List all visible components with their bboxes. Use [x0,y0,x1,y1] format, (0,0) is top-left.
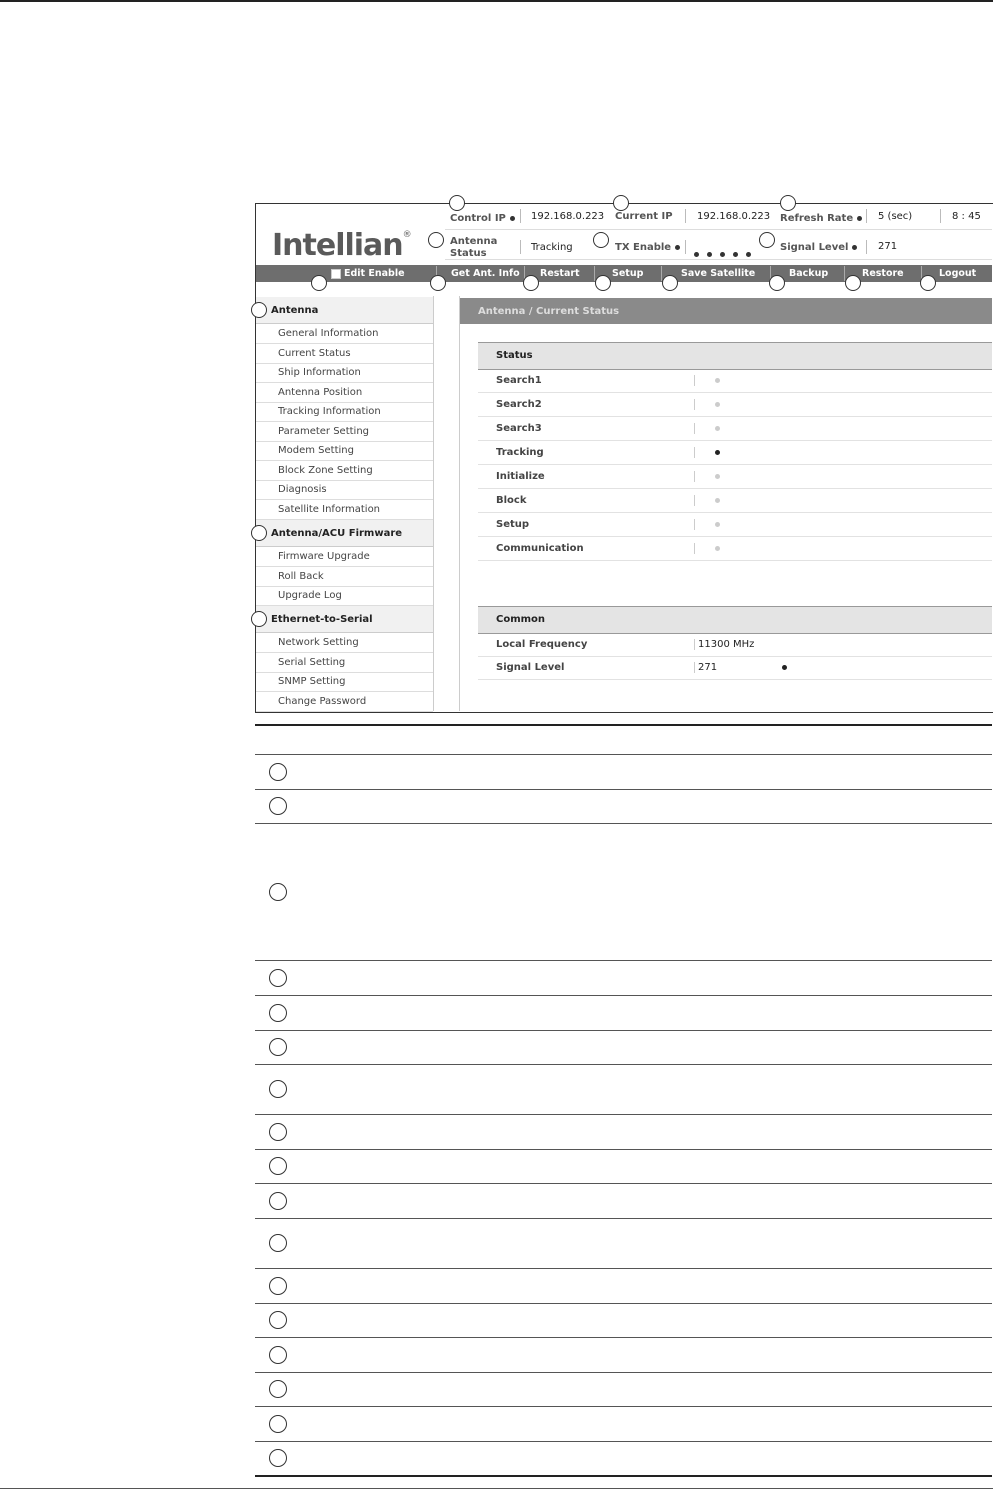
content-border [459,296,460,711]
row-separator [694,471,695,482]
sidebar-item-parameter-setting[interactable]: Parameter Setting [256,422,433,442]
refresh-rate-label: Refresh Rate [780,213,862,224]
current-ip-label: Current IP [615,211,673,222]
antenna-status-label: Antenna Status [450,236,498,259]
callout-marker [269,797,287,815]
callout-marker [769,275,785,291]
row-separator [694,519,695,530]
table-rule [255,1114,992,1115]
local-frequency-row [478,633,992,657]
callout-marker [269,1038,287,1056]
common-section-heading: Common [478,606,992,634]
callout-marker [920,275,936,291]
backup-button[interactable]: Backup [789,268,829,279]
header-separator [940,209,941,223]
status-row [478,441,992,465]
sidebar-item-diagnosis[interactable]: Diagnosis [256,480,433,500]
callout-marker [595,275,611,291]
control-ip-dot [510,216,515,221]
sidebar-item-roll-back[interactable]: Roll Back [256,567,433,587]
get-ant-info-button[interactable]: Get Ant. Info [451,268,520,279]
sidebar-item-general-information[interactable]: General Information [256,324,433,344]
table-rule [255,1372,992,1373]
header-row-divider [445,229,992,230]
status-indicator-on [715,450,720,455]
status-row-label: Setup [496,519,530,530]
tx-enable-indicator [694,244,751,263]
table-rule [255,1475,992,1477]
callout-marker [780,195,796,211]
callout-marker [311,275,327,291]
sidebar-heading-ethernet-to-serial[interactable]: Ethernet-to-Serial [256,606,433,633]
signal-level-value: 271 [878,241,898,252]
status-indicator-off [715,522,720,527]
local-frequency-label: Local Frequency [496,639,588,650]
callout-marker [269,1004,287,1022]
sidebar-item-modem-setting[interactable]: Modem Setting [256,441,433,461]
antenna-status-value: Tracking [531,242,573,253]
row-separator [694,639,695,650]
sidebar-item-antenna-position[interactable]: Antenna Position [256,383,433,403]
common-signal-level-value: 271 [698,662,718,673]
status-row-label: Search3 [496,423,542,434]
trademark: ® [402,230,411,240]
signal-level-indicator [782,665,787,670]
page-bottom-rule [0,1488,993,1489]
table-rule [255,1441,992,1442]
callout-marker [759,232,775,248]
callout-marker [269,763,287,781]
tx-dot [707,252,712,257]
header-separator [520,240,521,254]
local-frequency-value: 11300 MHz [698,639,755,650]
sidebar-item-network-setting[interactable]: Network Setting [256,633,433,653]
header-separator [685,209,686,223]
table-rule [255,1218,992,1219]
table-rule [255,1406,992,1407]
callout-marker [269,1346,287,1364]
callout-marker [251,302,267,318]
row-separator [694,375,695,386]
sidebar-item-current-status[interactable]: Current Status [256,344,433,364]
sidebar-item-satellite-information[interactable]: Satellite Information [256,500,433,520]
header-separator [685,240,686,254]
refresh-rate-value[interactable]: 5 (sec) [878,211,913,222]
header-separator [866,209,867,223]
status-row [478,417,992,441]
header-separator [520,209,521,223]
status-row [478,489,992,513]
row-separator [694,447,695,458]
callout-marker [251,525,267,541]
sidebar-border [433,296,434,711]
breadcrumb: Antenna / Current Status [460,298,992,324]
edit-enable-checkbox[interactable]: Edit Enable [331,268,405,279]
callout-marker [269,1234,287,1252]
callout-marker [269,883,287,901]
callout-marker [845,275,861,291]
current-ip-value: 192.168.0.223 [697,211,771,222]
status-row-label: Search1 [496,375,542,386]
clock: 8 : 45 [952,211,981,222]
status-row [478,465,992,489]
header-row-divider [445,259,992,260]
sidebar-item-snmp-setting[interactable]: SNMP Setting [256,672,433,692]
status-row-label: Communication [496,543,584,554]
save-satellite-button[interactable]: Save Satellite [681,268,756,279]
sidebar-item-firmware-upgrade[interactable]: Firmware Upgrade [256,547,433,567]
tx-enable-dot [675,245,680,250]
table-rule [255,995,992,996]
table-rule [255,1337,992,1338]
callout-marker [593,232,609,248]
callout-marker [269,969,287,987]
callout-marker [269,1277,287,1295]
table-rule [255,1303,992,1304]
sidebar-heading-antenna[interactable]: Antenna [256,297,433,324]
common-signal-level-label: Signal Level [496,662,565,673]
callout-marker [428,232,444,248]
callout-marker [662,275,678,291]
signal-level-row [478,656,992,680]
tx-dot [694,252,699,257]
row-separator [694,543,695,554]
table-rule [255,1064,992,1065]
table-rule [255,754,992,755]
status-row-label: Block [496,495,527,506]
status-row-label: Tracking [496,447,544,458]
table-rule [255,823,992,824]
status-indicator-off [715,498,720,503]
logout-button[interactable]: Logout [939,268,977,279]
restore-button[interactable]: Restore [862,268,904,279]
callout-marker [523,275,539,291]
intellian-logo [272,228,411,263]
callout-marker [269,1192,287,1210]
status-row [478,369,992,393]
callout-marker [613,195,629,211]
refresh-rate-dot [857,216,862,221]
status-indicator-off [715,426,720,431]
status-indicator-off [715,474,720,479]
control-ip-value: 192.168.0.223 [531,211,605,222]
status-section-heading: Status [478,342,992,370]
sidebar-item-serial-setting[interactable]: Serial Setting [256,653,433,673]
callout-marker [269,1080,287,1098]
signal-level-label: Signal Level [780,242,857,253]
setup-button[interactable]: Setup [612,268,644,279]
status-row [478,537,992,561]
table-rule [255,1149,992,1150]
table-rule [255,789,992,790]
checkbox-icon[interactable] [331,269,341,279]
table-rule [255,724,992,726]
status-indicator-off [715,402,720,407]
sidebar-item-tracking-information[interactable]: Tracking Information [256,402,433,422]
row-separator [694,423,695,434]
row-separator [694,399,695,410]
tx-enable-label: TX Enable [615,242,680,253]
sidebar-heading-firmware[interactable]: Antenna/ACU Firmware [256,520,433,547]
page-top-rule [0,0,993,2]
header-separator [866,240,867,254]
callout-marker [269,1449,287,1467]
callout-marker [430,275,446,291]
sidebar-item-change-password[interactable]: Change Password [256,692,433,712]
row-separator [694,495,695,506]
callout-marker [269,1157,287,1175]
status-indicator-off [715,378,720,383]
control-ip-label: Control IP [450,213,515,224]
status-indicator-off [715,546,720,551]
tx-dot [720,252,725,257]
status-row-label: Search2 [496,399,542,410]
table-rule [255,1030,992,1031]
tx-dot [733,252,738,257]
status-row [478,513,992,537]
signal-level-dot [852,245,857,250]
sidebar-item-upgrade-log[interactable]: Upgrade Log [256,586,433,606]
restart-button[interactable]: Restart [540,268,580,279]
table-rule [255,1268,992,1269]
callout-marker [269,1311,287,1329]
callout-marker [269,1123,287,1141]
sidebar-item-ship-information[interactable]: Ship Information [256,363,433,383]
sidebar-item-block-zone-setting[interactable]: Block Zone Setting [256,461,433,481]
row-separator [694,662,695,673]
callout-marker [269,1380,287,1398]
status-row-label: Initialize [496,471,545,482]
table-rule [255,960,992,961]
callout-marker [251,611,267,627]
callout-marker [449,195,465,211]
callout-marker [269,1415,287,1433]
logo-text: Intellian [272,228,403,263]
tx-dot [746,252,751,257]
status-row [478,393,992,417]
table-rule [255,1183,992,1184]
